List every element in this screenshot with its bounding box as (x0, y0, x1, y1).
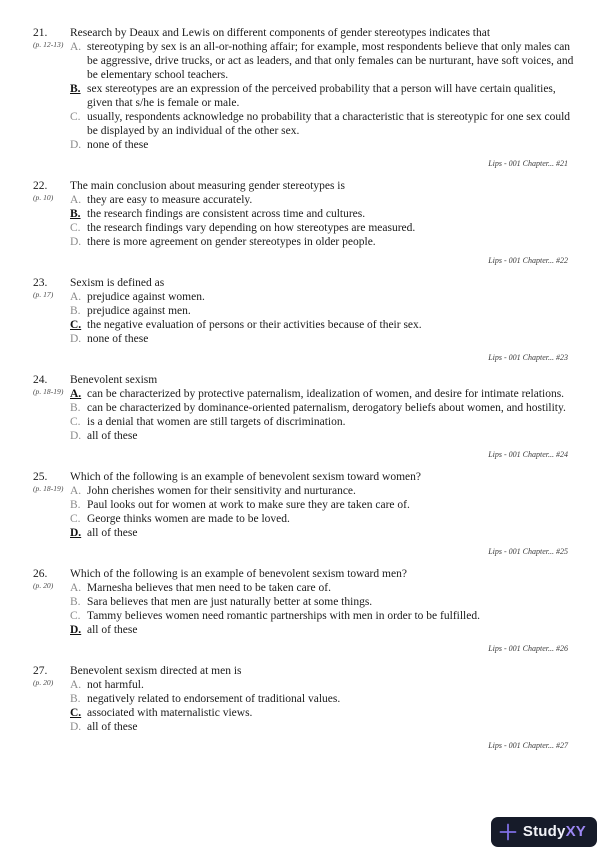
option-text: Marnesha believes that men need to be taken care of. (87, 582, 331, 594)
option-text: is a denial that women are still targets of discrimination. (87, 416, 346, 428)
question-number-column (33, 470, 70, 494)
question-page-ref: (p. 10) (33, 193, 54, 202)
logo-text-accent: XY (565, 823, 586, 840)
option-letter: B. (70, 208, 81, 220)
option-row (70, 110, 580, 138)
option-text: Tammy believes women need romantic partnerships with men in order to be fulfilled. (87, 610, 480, 622)
question-24 (33, 373, 580, 460)
option-text: prejudice against women. (87, 291, 205, 303)
question-number: 21. (33, 27, 48, 39)
option-letter: C. (70, 610, 81, 622)
question-number-column (33, 26, 70, 50)
option-row (70, 387, 580, 401)
option-text: all of these (87, 430, 138, 442)
option-row (70, 498, 580, 512)
option-letter: C. (70, 111, 81, 123)
option-text: all of these (87, 527, 138, 539)
option-text: all of these (87, 624, 138, 636)
option-letter: A. (70, 291, 82, 303)
option-row (70, 207, 580, 221)
option-row (70, 720, 580, 734)
option-letter: D. (70, 721, 82, 733)
option-row (70, 706, 580, 720)
question-text: Benevolent sexism directed at men is (70, 665, 242, 677)
option-row (70, 304, 580, 318)
option-text: George thinks women are made to be loved. (87, 513, 290, 525)
option-text: none of these (87, 333, 149, 345)
option-text: can be characterized by protective paternalism, idealization of women, and desire for intimate relations. (87, 388, 565, 400)
option-text: all of these (87, 721, 138, 733)
logo-text-primary: Study (522, 823, 566, 840)
question-number: 27. (33, 665, 48, 677)
option-row (70, 290, 580, 304)
option-letter: B. (70, 305, 81, 317)
option-row (70, 415, 580, 429)
source-reference: Lips - 001 Chapter... #27 (488, 741, 568, 750)
option-text: John cherishes women for their sensitivity and nurturance. (87, 485, 356, 497)
option-row (70, 401, 580, 415)
option-letter: C. (70, 707, 82, 719)
source-reference: Lips - 001 Chapter... #23 (488, 353, 568, 362)
option-text: they are easy to measure accurately. (87, 194, 253, 206)
source-reference: Lips - 001 Chapter... #24 (488, 450, 568, 459)
question-text: Sexism is defined as (70, 277, 165, 289)
option-row (70, 595, 580, 609)
source-reference: Lips - 001 Chapter... #21 (488, 159, 568, 168)
question-number: 23. (33, 277, 48, 289)
option-text: sex stereotypes are an expression of the perceived probability that a person will have certain qualities, given that s/he is female or male. (87, 83, 556, 109)
question-text: Research by Deaux and Lewis on different components of gender stereotypes indicates that (70, 27, 491, 39)
option-letter: C. (70, 319, 82, 331)
question-page-ref: (p. 12-13) (33, 40, 64, 49)
option-letter: D. (70, 139, 82, 151)
question-number-column (33, 567, 70, 591)
option-text: stereotyping by sex is an all-or-nothing affair; for example, most respondents believe that only males can be aggressive, drive trucks, or act as leaders, and that only females can be nurturant, have soft voices, and be elementary school teachers. (87, 41, 574, 81)
option-text: the research findings vary depending on how stereotypes are measured. (87, 222, 416, 234)
studyxy-logo-badge (491, 817, 597, 847)
source-reference: Lips - 001 Chapter... #22 (488, 256, 568, 265)
question-number-column (33, 373, 70, 397)
option-text: none of these (87, 139, 149, 151)
question-page-ref: (p. 17) (33, 290, 54, 299)
option-letter: D. (70, 430, 82, 442)
question-23 (33, 276, 580, 363)
option-letter: A. (70, 41, 82, 53)
option-row (70, 82, 580, 110)
option-text: the negative evaluation of persons or their activities because of their sex. (87, 319, 422, 331)
option-text: prejudice against men. (87, 305, 191, 317)
option-letter: A. (70, 194, 82, 206)
question-number-column (33, 179, 70, 203)
option-row (70, 138, 580, 152)
option-text: Sara believes that men are just naturally better at some things. (87, 596, 373, 608)
option-row (70, 332, 580, 346)
question-number: 24. (33, 374, 48, 386)
option-letter: A. (70, 679, 82, 691)
option-row (70, 193, 580, 207)
option-letter: B. (70, 596, 81, 608)
option-row (70, 609, 580, 623)
option-letter: B. (70, 499, 81, 511)
logo-text (523, 817, 586, 847)
question-text: Which of the following is an example of benevolent sexism toward women? (70, 471, 421, 483)
question-26 (33, 567, 580, 654)
option-letter: D. (70, 236, 82, 248)
option-text: associated with maternalistic views. (87, 707, 253, 719)
option-row (70, 235, 580, 249)
option-letter: C. (70, 222, 81, 234)
question-text: Benevolent sexism (70, 374, 158, 386)
option-letter: A. (70, 388, 82, 400)
option-text: negatively related to endorsement of traditional values. (87, 693, 341, 705)
question-page-ref: (p. 18-19) (33, 484, 64, 493)
option-letter: D. (70, 333, 82, 345)
option-row (70, 318, 580, 332)
option-row (70, 512, 580, 526)
option-letter: B. (70, 693, 81, 705)
option-text: can be characterized by dominance-oriented paternalism, derogatory beliefs about women, and hostility. (87, 402, 566, 414)
option-text: usually, respondents acknowledge no probability that a characteristic that is stereotypic for one sex could be displayed by an individual of the other sex. (87, 111, 571, 137)
question-number: 25. (33, 471, 48, 483)
question-number: 26. (33, 568, 48, 580)
option-letter: A. (70, 582, 82, 594)
option-text: there is more agreement on gender stereotypes in older people. (87, 236, 376, 248)
question-text: The main conclusion about measuring gender stereotypes is (70, 180, 345, 192)
question-text: Which of the following is an example of benevolent sexism toward men? (70, 568, 407, 580)
question-number-column (33, 276, 70, 300)
option-letter: D. (70, 624, 82, 636)
option-letter: D. (70, 527, 82, 539)
option-letter: B. (70, 83, 81, 95)
question-22 (33, 179, 580, 266)
option-row (70, 678, 580, 692)
option-text: not harmful. (87, 679, 144, 691)
question-page-ref: (p. 18-19) (33, 387, 64, 396)
source-reference: Lips - 001 Chapter... #25 (488, 547, 568, 556)
option-row (70, 40, 580, 82)
question-21 (33, 26, 580, 169)
question-number-column (33, 664, 70, 688)
question-page-ref: (p. 20) (33, 581, 54, 590)
option-row (70, 526, 580, 540)
option-letter: C. (70, 416, 81, 428)
option-text: Paul looks out for women at work to make sure they are taken care of. (87, 499, 410, 511)
option-row (70, 484, 580, 498)
question-27 (33, 664, 580, 751)
option-row (70, 623, 580, 637)
option-letter: A. (70, 485, 82, 497)
plus-icon (499, 823, 517, 841)
question-page-ref: (p. 20) (33, 678, 54, 687)
option-letter: B. (70, 402, 81, 414)
source-reference: Lips - 001 Chapter... #26 (488, 644, 568, 653)
option-row (70, 429, 580, 443)
option-text: the research findings are consistent across time and cultures. (87, 208, 366, 220)
option-row (70, 221, 580, 235)
question-number: 22. (33, 180, 48, 192)
option-row (70, 692, 580, 706)
question-25 (33, 470, 580, 557)
option-row (70, 581, 580, 595)
option-letter: C. (70, 513, 81, 525)
